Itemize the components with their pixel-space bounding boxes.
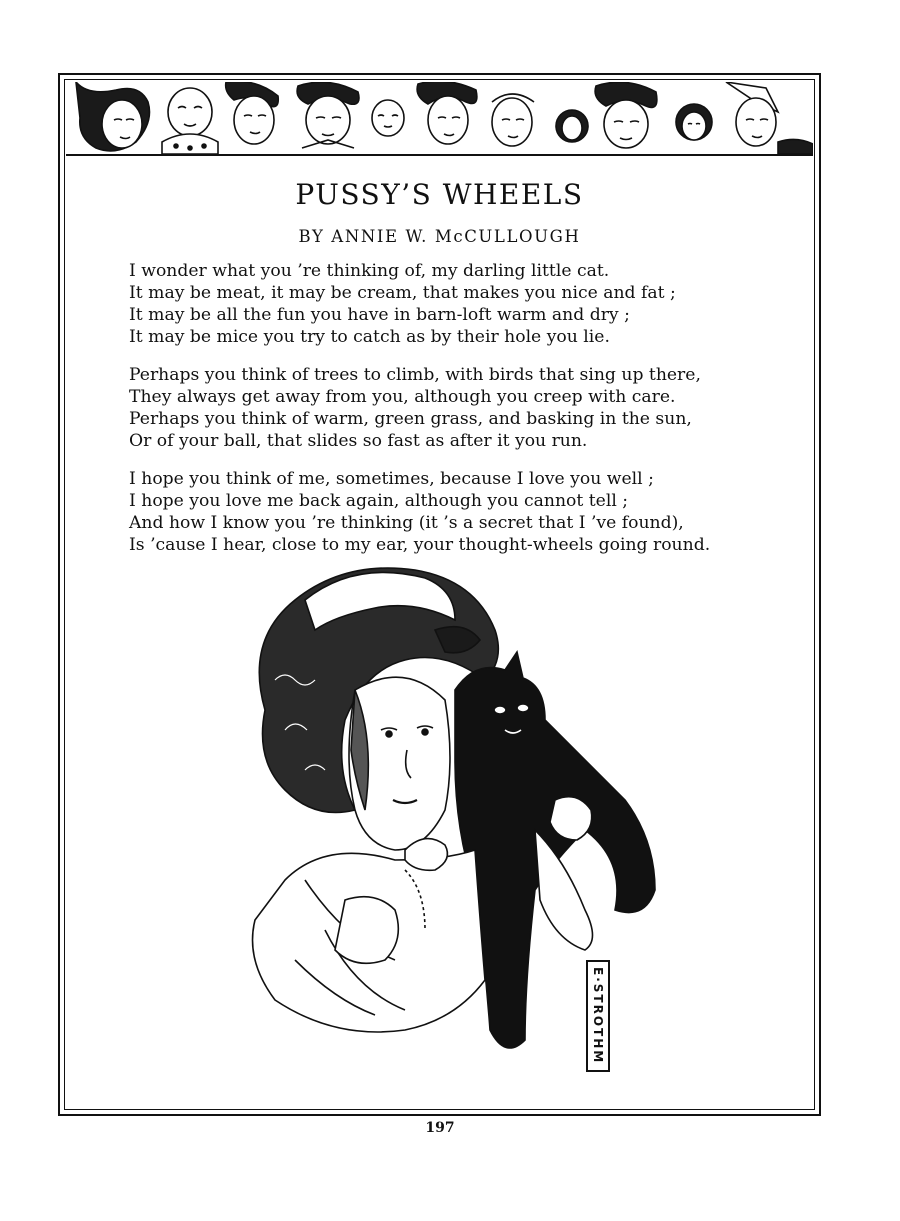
poem-line: And how I know you ’re thinking (it ’s a secret that I ’ve found), [129,513,684,533]
poem-line: It may be all the fun you have in barn-loft warm and dry ; [129,305,630,325]
poem-line: Perhaps you think of warm, green grass, and basking in the sun, [129,409,692,429]
artist-signature: E·STROTHM [591,967,605,1065]
page-number: 197 [425,1120,455,1136]
stanza [129,260,779,348]
stanza [129,364,779,452]
poem-byline: BY ANNIE W. McCULLOUGH [298,227,581,246]
poem-line: I hope you think of me, sometimes, because I love you well ; [129,469,654,489]
poem-body [129,260,779,572]
poem-title: PUSSY’S WHEELS [295,178,584,211]
poem-line: They always get away from you, although you creep with care. [129,387,676,407]
poem-line: Perhaps you think of trees to climb, with birds that sing up there, [129,365,701,385]
poem-line: It may be mice you try to catch as by their hole you lie. [129,327,610,347]
poem-line: It may be meat, it may be cream, that makes you nice and fat ; [129,283,676,303]
poem-line: Is ’cause I hear, close to my ear, your thought-wheels going round. [129,535,711,555]
children-faces-frieze [66,82,813,154]
girl-holding-cat-illustration [205,560,685,1100]
poem-line: Or of your ball, that slides so fast as after it you run. [129,431,588,451]
poem-line: I wonder what you ’re thinking of, my darling little cat. [129,261,610,281]
stanza [129,468,779,556]
header-illustration-band [66,82,813,156]
girl-with-cat-drawing [205,560,685,1100]
poem-line: I hope you love me back again, although you cannot tell ; [129,491,629,511]
artist-signature-box [586,960,610,1072]
